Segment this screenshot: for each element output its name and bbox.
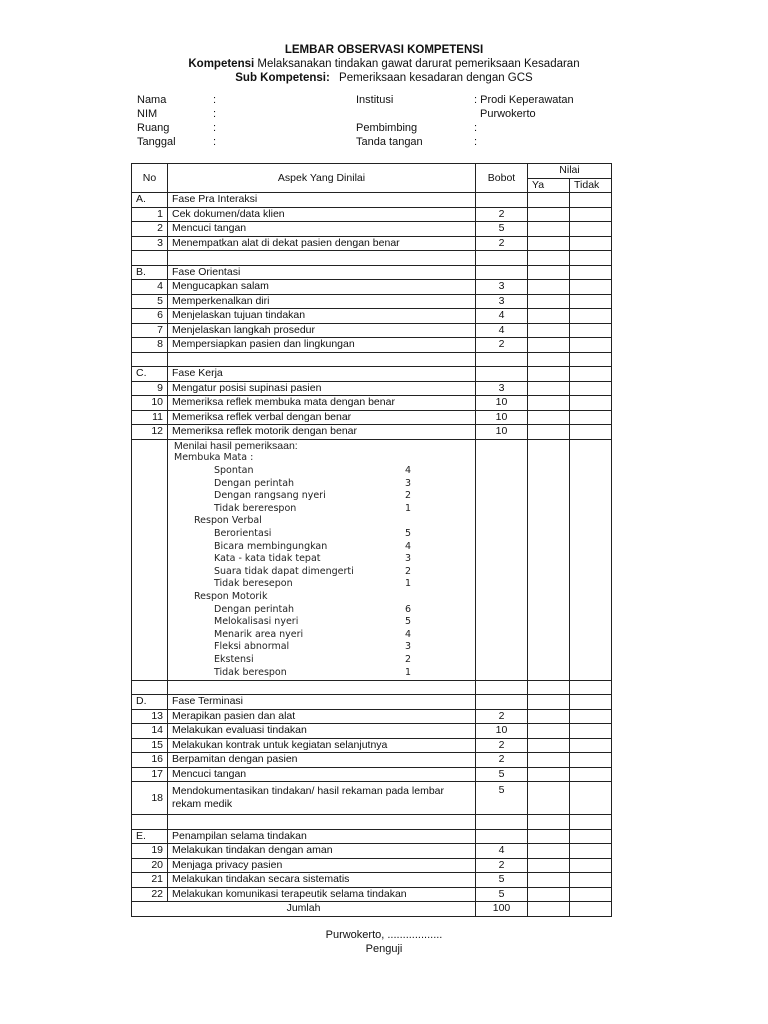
section-row (132, 265, 612, 280)
item-no: 2 (132, 222, 168, 237)
info-colon: : (213, 136, 217, 148)
bobot-value: 5 (476, 782, 528, 815)
table-row (132, 425, 612, 440)
aspek-text: Mendokumentasikan tindakan/ hasil rekaman pada lembar rekam medik (168, 782, 476, 815)
nilai-tidak-cell[interactable] (570, 873, 612, 888)
nilai-tidak-cell[interactable] (570, 680, 612, 695)
section-row (132, 695, 612, 710)
item-no: 18 (132, 782, 168, 815)
gcs-item-label: Tidak berespon (214, 666, 287, 678)
section-code: A. (132, 193, 168, 208)
nilai-tidak-cell[interactable] (570, 381, 612, 396)
nilai-ya-cell[interactable] (528, 367, 570, 382)
aspek-text: Menjelaskan langkah prosedur (168, 323, 476, 338)
table-header-row (132, 164, 612, 179)
item-no: 4 (132, 280, 168, 295)
section-title: Fase Orientasi (168, 265, 476, 280)
table-row (132, 767, 612, 782)
table-row (132, 709, 612, 724)
item-no: 19 (132, 844, 168, 859)
nilai-ya-cell[interactable] (528, 829, 570, 844)
nilai-tidak-cell[interactable] (570, 193, 612, 208)
item-no: 15 (132, 738, 168, 753)
item-no: 8 (132, 338, 168, 353)
spacer-row (132, 680, 612, 695)
nilai-tidak-cell[interactable] (570, 222, 612, 237)
gcs-item-label: Suara tidak dapat dimengerti (214, 565, 354, 577)
table-row (132, 222, 612, 237)
aspek-text: Menempatkan alat di dekat pasien dengan benar (168, 236, 476, 251)
gcs-item-label: Spontan (214, 465, 254, 477)
nilai-ya-cell[interactable] (528, 753, 570, 768)
table-row (132, 280, 612, 295)
tanda-tangan-label: Tanda tangan (356, 136, 423, 148)
gcs-item-label: Bicara membingungkan (214, 540, 328, 552)
gcs-item (172, 604, 471, 617)
tanda-tangan-colon: : (474, 136, 478, 148)
nilai-tidak-cell[interactable] (570, 709, 612, 724)
nilai-tidak-cell[interactable] (570, 207, 612, 222)
gcs-item-score: 2 (405, 490, 412, 502)
gcs-row (132, 439, 612, 680)
nilai-ya-cell[interactable] (528, 709, 570, 724)
nilai-ya-cell[interactable] (528, 236, 570, 251)
observation-table (131, 163, 612, 917)
nilai-tidak-cell[interactable] (570, 367, 612, 382)
footer-examiner: Penguji (365, 943, 403, 955)
nilai-ya-cell[interactable] (528, 338, 570, 353)
gcs-item-label: Dengan rangsang nyeri (214, 490, 326, 502)
nilai-tidak-cell[interactable] (570, 724, 612, 739)
total-row (132, 902, 612, 917)
section-row (132, 829, 612, 844)
table-row (132, 207, 612, 222)
bobot-value: 3 (476, 381, 528, 396)
gcs-item-score: 5 (405, 616, 412, 628)
nilai-tidak-cell[interactable] (570, 815, 612, 830)
nilai-ya-cell[interactable] (528, 815, 570, 830)
bobot-value: 2 (476, 858, 528, 873)
aspek-text: Mencuci tangan (168, 222, 476, 237)
header-bobot: Bobot (476, 164, 528, 193)
aspek-text: Cek dokumen/data klien (168, 207, 476, 222)
section-row (132, 367, 612, 382)
nilai-tidak-cell[interactable] (570, 280, 612, 295)
nilai-ya-cell[interactable] (528, 280, 570, 295)
cell-bobot (476, 439, 528, 680)
gcs-heading: Menilai hasil pemeriksaan: (174, 439, 298, 452)
cell-no (132, 251, 168, 266)
nilai-tidak-cell[interactable] (570, 829, 612, 844)
header-nilai: Nilai (528, 164, 612, 179)
nilai-ya-cell[interactable] (528, 844, 570, 859)
bobot-value: 5 (476, 887, 528, 902)
gcs-item-score: 4 (405, 628, 412, 640)
bobot-value: 5 (476, 222, 528, 237)
bobot-value: 4 (476, 323, 528, 338)
bobot-value: 5 (476, 873, 528, 888)
cell-no (132, 680, 168, 695)
gcs-item-score: 3 (405, 553, 412, 565)
gcs-item-score: 5 (405, 528, 412, 540)
total-label: Jumlah (132, 902, 476, 917)
info-label-tanggal: Tanggal (137, 136, 176, 148)
bobot-value: 2 (476, 207, 528, 222)
aspek-text: Menjelaskan tujuan tindakan (168, 309, 476, 324)
spacer-row (132, 251, 612, 266)
gcs-item-score: 4 (405, 540, 412, 552)
nilai-ya-cell[interactable] (528, 265, 570, 280)
gcs-item-label: Dengan perintah (214, 603, 295, 615)
institusi-value: : Prodi Keperawatan (474, 94, 574, 106)
aspek-text: Memeriksa reflek motorik dengan benar (168, 425, 476, 440)
aspek-text: Berpamitan dengan pasien (168, 753, 476, 768)
nilai-ya-cell[interactable] (528, 738, 570, 753)
info-label-nama: Nama (137, 94, 167, 106)
bobot-value: 4 (476, 844, 528, 859)
item-no: 22 (132, 887, 168, 902)
kompetensi-line (0, 58, 768, 70)
nilai-tidak-cell[interactable] (570, 410, 612, 425)
sub-kompetensi-label: Sub Kompetensi: (235, 72, 330, 84)
table-row (132, 873, 612, 888)
gcs-item-score: 1 (405, 578, 412, 590)
bobot-value: 2 (476, 753, 528, 768)
nilai-ya-cell[interactable] (528, 902, 570, 917)
cell-no (132, 352, 168, 367)
gcs-item (172, 528, 471, 541)
table-row (132, 323, 612, 338)
aspek-text: Memeriksa reflek verbal dengan benar (168, 410, 476, 425)
gcs-item-score: 1 (405, 502, 412, 514)
gcs-item-score: 2 (405, 653, 412, 665)
kompetensi-value: Melaksanakan tindakan gawat darurat pemeriksaan Kesadaran (257, 58, 580, 70)
aspek-text: Melakukan komunikasi terapeutik selama tindakan (168, 887, 476, 902)
nilai-tidak-cell[interactable] (570, 782, 612, 815)
sub-kompetensi-line (0, 72, 768, 84)
bobot-value: 2 (476, 236, 528, 251)
aspek-text: Memperkenalkan diri (168, 294, 476, 309)
table-row (132, 236, 612, 251)
gcs-group-name: Membuka Mata : (174, 452, 254, 464)
nilai-ya-cell[interactable] (528, 767, 570, 782)
table-row (132, 294, 612, 309)
aspek-text: Menjaga privacy pasien (168, 858, 476, 873)
section-title: Fase Kerja (168, 367, 476, 382)
aspek-text: Melakukan tindakan secara sistematis (168, 873, 476, 888)
gcs-item (172, 541, 471, 554)
table-row (132, 724, 612, 739)
item-no: 5 (132, 294, 168, 309)
gcs-item-label: Melokalisasi nyeri (214, 616, 299, 628)
total-value: 100 (476, 902, 528, 917)
item-no: 3 (132, 236, 168, 251)
aspek-text: Memeriksa reflek membuka mata dengan benar (168, 396, 476, 411)
gcs-item-label: Tidak bererespon (214, 502, 297, 514)
gcs-item (172, 503, 471, 516)
sub-kompetensi-value: Pemeriksaan kesadaran dengan GCS (339, 72, 533, 84)
gcs-item-score: 4 (405, 465, 412, 477)
bobot-value: 10 (476, 425, 528, 440)
nilai-tidak-cell[interactable] (570, 236, 612, 251)
gcs-item (172, 654, 471, 667)
nilai-tidak-cell[interactable] (570, 858, 612, 873)
gcs-item-label: Dengan perintah (214, 477, 295, 489)
cell-no (132, 439, 168, 680)
table-row (132, 338, 612, 353)
gcs-item (172, 465, 471, 478)
bobot-value: 2 (476, 738, 528, 753)
nilai-ya-cell[interactable] (528, 294, 570, 309)
item-no: 20 (132, 858, 168, 873)
cell-bobot (476, 680, 528, 695)
table-row (132, 858, 612, 873)
gcs-group-name: Respon Motorik (194, 590, 268, 602)
cell-bobot (476, 193, 528, 208)
header-aspek: Aspek Yang Dinilai (168, 164, 476, 193)
nilai-tidak-cell[interactable] (570, 338, 612, 353)
gcs-item-label: Ekstensi (214, 653, 254, 665)
info-colon: : (213, 94, 217, 106)
nilai-ya-cell[interactable] (528, 410, 570, 425)
bobot-value: 3 (476, 294, 528, 309)
nilai-ya-cell[interactable] (528, 309, 570, 324)
section-code: E. (132, 829, 168, 844)
aspek-text: Melakukan tindakan dengan aman (168, 844, 476, 859)
section-code: C. (132, 367, 168, 382)
nilai-ya-cell[interactable] (528, 439, 570, 680)
bobot-value: 2 (476, 338, 528, 353)
item-no: 16 (132, 753, 168, 768)
info-colon: : (213, 108, 217, 120)
spacer-row (132, 815, 612, 830)
nilai-tidak-cell[interactable] (570, 767, 612, 782)
section-row (132, 193, 612, 208)
nilai-tidak-cell[interactable] (570, 396, 612, 411)
nilai-ya-cell[interactable] (528, 352, 570, 367)
gcs-item (172, 578, 471, 591)
cell-aspek (168, 815, 476, 830)
nilai-tidak-cell[interactable] (570, 902, 612, 917)
nilai-tidak-cell[interactable] (570, 439, 612, 680)
gcs-item-score: 6 (405, 603, 412, 615)
item-no: 13 (132, 709, 168, 724)
cell-aspek (168, 680, 476, 695)
nilai-ya-cell[interactable] (528, 323, 570, 338)
table-row (132, 782, 612, 815)
item-no: 9 (132, 381, 168, 396)
nilai-tidak-cell[interactable] (570, 887, 612, 902)
item-no: 1 (132, 207, 168, 222)
nilai-tidak-cell[interactable] (570, 695, 612, 710)
bobot-value: 2 (476, 709, 528, 724)
nilai-tidak-cell[interactable] (570, 323, 612, 338)
section-title: Fase Terminasi (168, 695, 476, 710)
gcs-item (172, 490, 471, 503)
nilai-tidak-cell[interactable] (570, 425, 612, 440)
nilai-ya-cell[interactable] (528, 724, 570, 739)
gcs-item-label: Fleksi abnormal (214, 641, 290, 653)
aspek-text: Mempersiapkan pasien dan lingkungan (168, 338, 476, 353)
item-no: 11 (132, 410, 168, 425)
item-no: 21 (132, 873, 168, 888)
gcs-item (172, 629, 471, 642)
header-ya: Ya (528, 178, 570, 193)
item-no: 7 (132, 323, 168, 338)
table-row (132, 396, 612, 411)
gcs-item (172, 553, 471, 566)
aspek-text: Mengucapkan salam (168, 280, 476, 295)
institusi-label: Institusi (356, 94, 394, 106)
bobot-value: 3 (476, 280, 528, 295)
gcs-item-score: 1 (405, 666, 412, 678)
table-row (132, 309, 612, 324)
nilai-tidak-cell[interactable] (570, 844, 612, 859)
info-label-nim: NIM (137, 108, 158, 120)
gcs-item-label: Menarik area nyeri (214, 628, 304, 640)
table-row (132, 381, 612, 396)
cell-bobot (476, 815, 528, 830)
cell-no (132, 815, 168, 830)
nilai-ya-cell[interactable] (528, 251, 570, 266)
item-no: 10 (132, 396, 168, 411)
section-title: Fase Pra Interaksi (168, 193, 476, 208)
gcs-item-label: Tidak beresepon (214, 578, 293, 590)
table-row (132, 844, 612, 859)
cell-bobot (476, 251, 528, 266)
cell-bobot (476, 265, 528, 280)
kompetensi-label: Kompetensi (188, 58, 255, 70)
nilai-ya-cell[interactable] (528, 222, 570, 237)
aspek-text: Mengatur posisi supinasi pasien (168, 381, 476, 396)
bobot-value: 4 (476, 309, 528, 324)
cell-aspek (168, 352, 476, 367)
cell-bobot (476, 352, 528, 367)
nilai-ya-cell[interactable] (528, 207, 570, 222)
item-no: 6 (132, 309, 168, 324)
aspek-text: Melakukan evaluasi tindakan (168, 724, 476, 739)
nilai-tidak-cell[interactable] (570, 294, 612, 309)
item-no: 12 (132, 425, 168, 440)
gcs-item (172, 641, 471, 654)
nilai-tidak-cell[interactable] (570, 309, 612, 324)
bobot-value: 10 (476, 410, 528, 425)
pembimbing-colon: : (474, 122, 478, 134)
nilai-ya-cell[interactable] (528, 887, 570, 902)
aspek-text: Merapikan pasien dan alat (168, 709, 476, 724)
document-title: LEMBAR OBSERVASI KOMPETENSI (284, 44, 484, 56)
nilai-ya-cell[interactable] (528, 425, 570, 440)
cell-bobot (476, 367, 528, 382)
header-tidak: Tidak (570, 178, 612, 193)
aspek-text: Mencuci tangan (168, 767, 476, 782)
pembimbing-label: Pembimbing (356, 122, 418, 134)
nilai-tidak-cell[interactable] (570, 738, 612, 753)
bobot-value: 5 (476, 767, 528, 782)
table-row (132, 753, 612, 768)
cell-bobot (476, 829, 528, 844)
nilai-ya-cell[interactable] (528, 396, 570, 411)
institusi-value-2: Purwokerto (480, 108, 536, 120)
section-code: B. (132, 265, 168, 280)
spacer-row (132, 352, 612, 367)
footer-place-date: Purwokerto, .................. (325, 929, 443, 941)
aspek-text: Melakukan kontrak untuk kegiatan selanjutnya (168, 738, 476, 753)
nilai-ya-cell[interactable] (528, 782, 570, 815)
gcs-group-name: Respon Verbal (194, 515, 262, 527)
table-row (132, 887, 612, 902)
gcs-item (172, 616, 471, 629)
nilai-tidak-cell[interactable] (570, 265, 612, 280)
gcs-item-score: 3 (405, 477, 412, 489)
gcs-list (172, 440, 471, 679)
bobot-value: 10 (476, 396, 528, 411)
nilai-ya-cell[interactable] (528, 695, 570, 710)
gcs-item (172, 478, 471, 491)
gcs-item (172, 566, 471, 579)
observation-table-body (132, 164, 612, 917)
gcs-item (172, 667, 471, 680)
nilai-tidak-cell[interactable] (570, 753, 612, 768)
info-label-ruang: Ruang (137, 122, 170, 134)
nilai-tidak-cell[interactable] (570, 352, 612, 367)
table-row (132, 410, 612, 425)
gcs-item-label: Kata - kata tidak tepat (214, 553, 321, 565)
info-colon: : (213, 122, 217, 134)
header-no: No (132, 164, 168, 193)
section-title: Penampilan selama tindakan (168, 829, 476, 844)
cell-bobot (476, 695, 528, 710)
nilai-ya-cell[interactable] (528, 680, 570, 695)
nilai-tidak-cell[interactable] (570, 251, 612, 266)
gcs-item-label: Berorientasi (214, 528, 272, 540)
section-code: D. (132, 695, 168, 710)
gcs-scoring-guide (168, 439, 476, 680)
item-no: 14 (132, 724, 168, 739)
nilai-ya-cell[interactable] (528, 193, 570, 208)
cell-aspek (168, 251, 476, 266)
gcs-item-score: 3 (405, 641, 412, 653)
nilai-ya-cell[interactable] (528, 873, 570, 888)
bobot-value: 10 (476, 724, 528, 739)
item-no: 17 (132, 767, 168, 782)
table-row (132, 738, 612, 753)
gcs-item-score: 2 (405, 565, 412, 577)
nilai-ya-cell[interactable] (528, 858, 570, 873)
nilai-ya-cell[interactable] (528, 381, 570, 396)
